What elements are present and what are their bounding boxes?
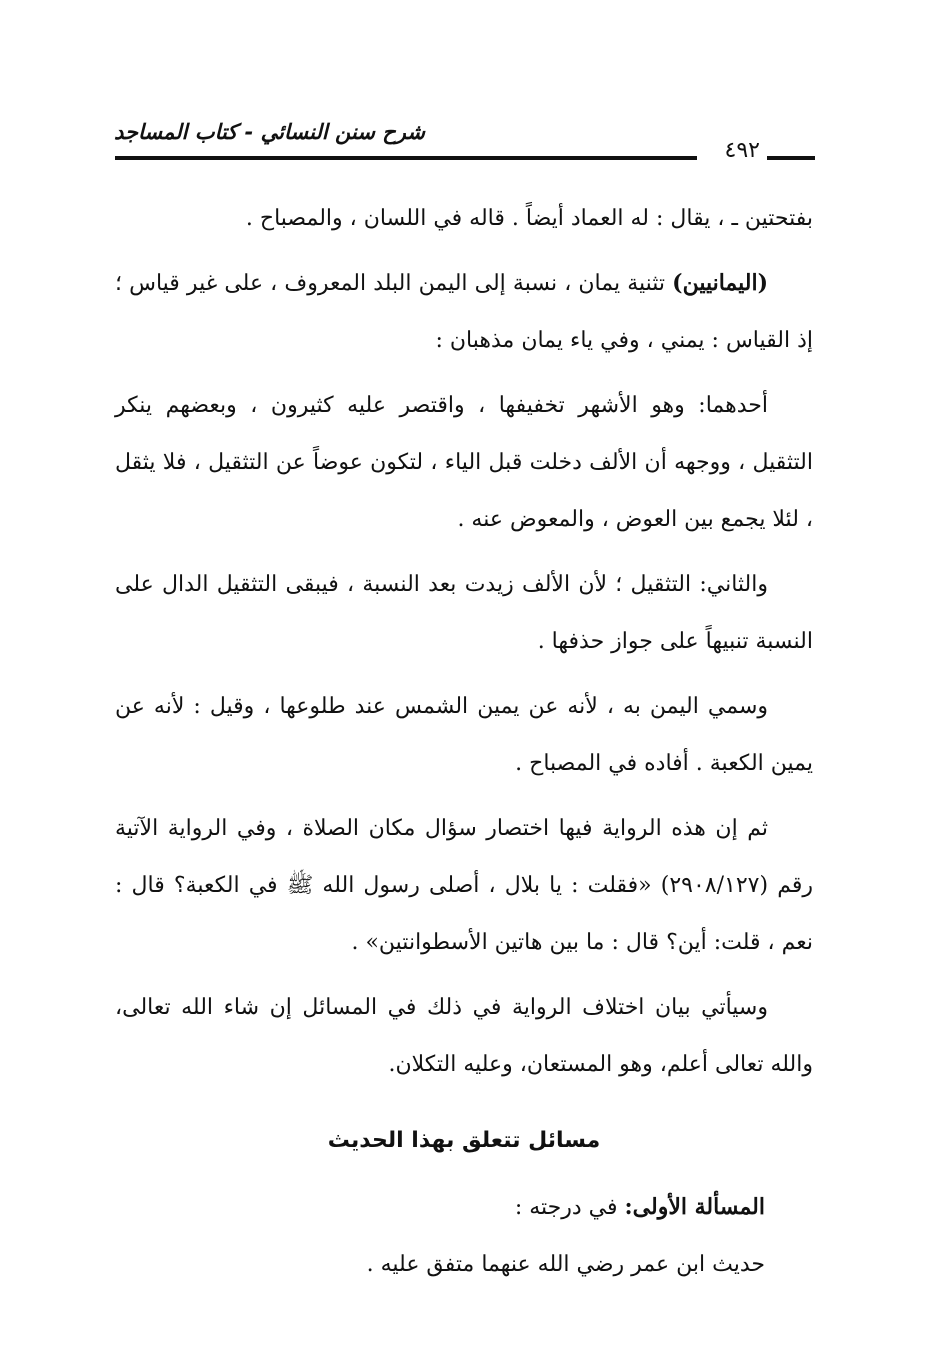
paragraph	[115, 556, 813, 670]
page-header	[115, 120, 815, 170]
paragraph	[115, 800, 813, 971]
paragraph-text: وسيأتي بيان اختلاف الرواية في ذلك في المسائل إن شاء الله تعالى، والله تعالى أعلم، وهو المستعان، وعليه التكلان.	[115, 995, 813, 1077]
page-number: ٤٩٢	[724, 138, 760, 163]
paragraph-text: وسمي اليمن به ، لأنه عن يمين الشمس عند طلوعها ، وقيل : لأنه عن يمين الكعبة . أفاده في المصباح .	[115, 694, 813, 776]
paragraph	[115, 678, 813, 792]
issue-title	[115, 1179, 813, 1236]
paragraph-text: والثاني: التثقيل ؛ لأن الألف زيدت بعد النسبة ، فيبقى التثقيل الدال على النسبة تنبيهاً على جواز حذفها .	[115, 572, 813, 654]
paragraph	[115, 190, 813, 247]
paragraph	[115, 979, 813, 1093]
paragraph-text: أحدهما: وهو الأشهر تخفيفها ، واقتصر عليه كثيرون ، وبعضهم ينكر التثقيل ، ووجهه أن الألف دخلت قبل الياء ، لتكون عوضاً عن التثقيل ، فلا يثقل ، لئلا يجمع بين العوض ، والمعوض عنه .	[115, 393, 813, 532]
issue-label: المسألة الأولى:	[624, 1194, 765, 1220]
paragraph-text: ثم إن هذه الرواية فيها اختصار سؤال مكان الصلاة ، وفي الرواية الآتية رقم (٢٩٠٨/١٢٧) «فقلت : يا بلال ، أصلى رسول الله ﷺ في الكعبة؟ قال : نعم ، قلت: أين؟ قال : ما بين هاتين الأسطوانتين» .	[115, 816, 814, 955]
section-heading: مسائل تتعلق بهذا الحديث	[327, 1128, 601, 1153]
issue-subject: في درجته :	[514, 1195, 625, 1220]
paragraph-text: تثنية يمان ، نسبة إلى اليمن البلد المعروف ، على غير قياس ؛ إذ القياس : يمني ، وفي ياء يمان مذهبان :	[115, 271, 813, 353]
body-text	[115, 190, 813, 1293]
paragraph	[115, 377, 813, 548]
paragraph-keyword: (اليمانيين)	[672, 270, 768, 296]
header-rule	[115, 156, 697, 160]
paragraph	[115, 255, 813, 369]
issue-body: حديث ابن عمر رضي الله عنهما متفق عليه .	[366, 1252, 765, 1277]
running-title: شرح سنن النسائي - كتاب المساجد	[114, 120, 425, 144]
paragraph-text: بفتحتين ـ ، يقال : له العماد أيضاً . قاله في اللسان ، والمصباح .	[245, 206, 813, 231]
header-rule-short	[767, 156, 815, 160]
